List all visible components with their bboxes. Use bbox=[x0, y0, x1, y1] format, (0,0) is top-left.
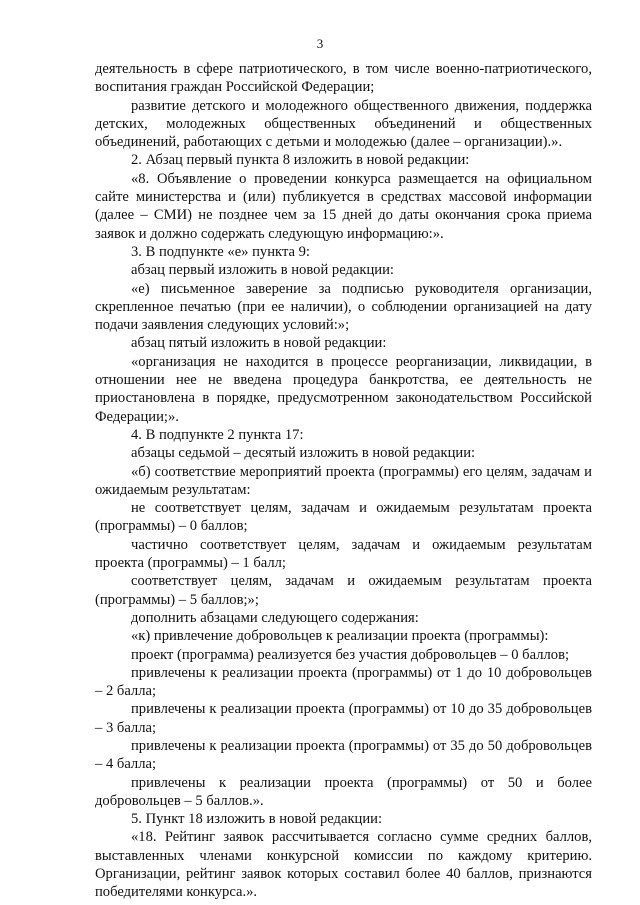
paragraph: проект (программа) реализуется без участия добровольцев – 0 баллов; bbox=[131, 646, 570, 663]
paragraph: 3. В подпункте «е» пункта 9: bbox=[131, 243, 310, 260]
paragraph: дополнить абзацами следующего содержания: bbox=[131, 609, 419, 626]
paragraph: деятельность в сфере патриотического, в том числе военно-патриотического, воспитания граждан Российской Федерации; bbox=[95, 61, 592, 96]
document-body bbox=[95, 60, 592, 902]
paragraph: привлечены к реализации проекта (программы) от 1 до 10 добровольцев – 2 балла; bbox=[95, 664, 592, 700]
paragraph: «к) привлечение добровольцев к реализации проекта (программы): bbox=[131, 628, 549, 645]
paragraph: «8. Объявление о проведении конкурса размещается на официальном сайте министерства и (или) публикуется в средствах массовой информации (далее – СМИ) не позднее чем за 15 дней до даты окончания срока приема заявок и должно содержать следующую информацию:». bbox=[95, 170, 592, 242]
page-number: 3 bbox=[316, 36, 324, 51]
paragraph: привлечены к реализации проекта (программы) от 35 до 50 добровольцев – 4 балла; bbox=[95, 737, 592, 773]
paragraph: не соответствует целям, задачам и ожидаемым результатам проекта (программы) – 0 баллов; bbox=[95, 500, 592, 535]
paragraph: абзац первый изложить в новой редакции: bbox=[131, 262, 394, 279]
paragraph: абзац пятый изложить в новой редакции: bbox=[131, 335, 387, 352]
paragraph: 2. Абзац первый пункта 8 изложить в новой редакции: bbox=[131, 152, 470, 169]
paragraph: 4. В подпункте 2 пункта 17: bbox=[131, 426, 304, 443]
paragraph: «б) соответствие мероприятий проекта (программы) его целям, задачам и ожидаемым результатам: bbox=[95, 463, 592, 498]
paragraph: абзацы седьмой – десятый изложить в новой редакции: bbox=[131, 445, 476, 462]
paragraph: 5. Пункт 18 изложить в новой редакции: bbox=[131, 811, 383, 828]
paragraph: развитие детского и молодежного общественного движения, поддержка детских, молодежных общественных объединений и общественных объединений, работающих с детьми и молодежью (далее – организации).». bbox=[95, 97, 592, 151]
paragraph: частично соответствует целям, задачам и ожидаемым результатам проекта (программы) – 1 балл; bbox=[95, 536, 592, 572]
paragraph: привлечены к реализации проекта (программы) от 50 и более добровольцев – 5 баллов.». bbox=[95, 774, 592, 809]
paragraph: соответствует целям, задачам и ожидаемым результатам проекта (программы) – 5 баллов;»; bbox=[95, 573, 592, 608]
paragraph: «организация не находится в процессе реорганизации, ликвидации, в отношении нее не введена процедура банкротства, ее деятельность не приостановлена в порядке, предусмотренном законодательством Российской Федерации;». bbox=[95, 353, 592, 425]
paragraph: привлечены к реализации проекта (программы) от 10 до 35 добровольцев – 3 балла; bbox=[95, 701, 592, 736]
paragraph: «18. Рейтинг заявок рассчитывается согласно сумме средних баллов, выставленных членами конкурсной комиссии по каждому критерию. Организации, рейтинг заявок которых составил более 40 баллов, признаются победителями конкурса.». bbox=[95, 829, 592, 901]
paragraph: «е) письменное заверение за подписью руководителя организации, скрепленное печатью (при ее наличии), о соблюдении организацией на дату подачи заявления следующих условий:»; bbox=[95, 280, 592, 334]
